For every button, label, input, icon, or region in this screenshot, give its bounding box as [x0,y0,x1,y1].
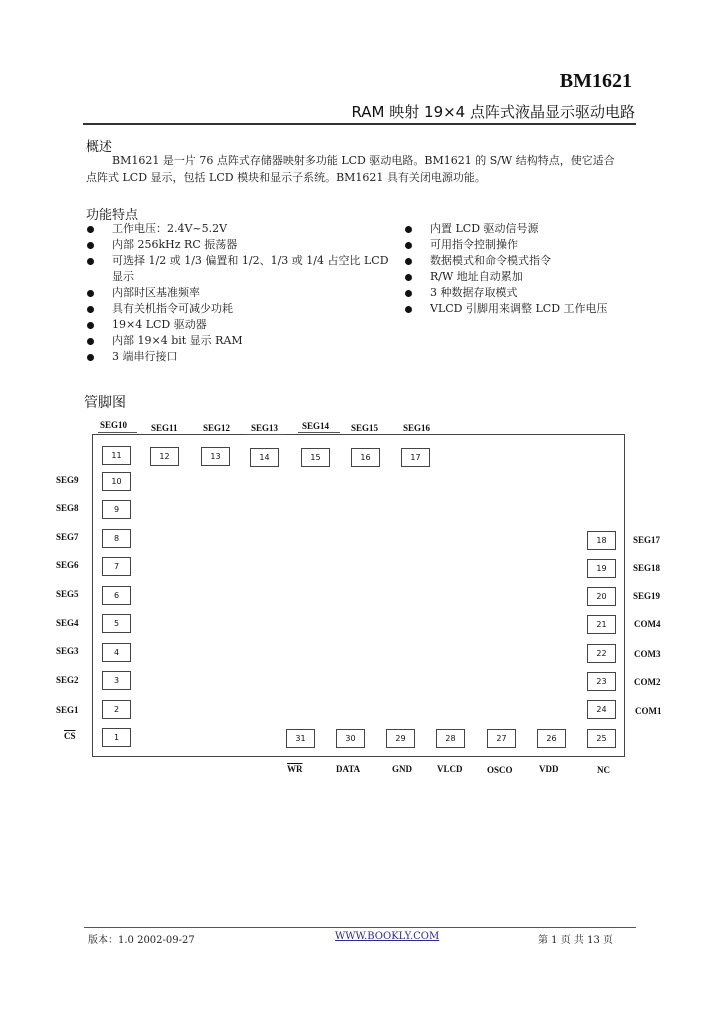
bullet-icon [87,322,94,329]
footer-version: 版本：1.0 2002-09-27 [88,935,195,946]
overview-line-1: BM1621 是一片 76 点阵式存储器映射多功能 LCD 驱动电路。BM1621 的 S/W 结构特点，使它适合 [112,154,615,167]
pin-label-seg13: SEG13 [251,423,279,433]
pin-label-seg11: SEG11 [151,423,178,433]
pin-13: 13 [201,447,230,466]
pin-30: 30 [336,729,365,748]
overview-heading: 概述 [86,140,113,155]
feature-left-2: 内部 256kHz RC 振荡器 [112,238,238,251]
pin-label-seg19: SEG19 [633,591,661,601]
feature-right-3: 数据模式和命令模式指令 [430,254,551,267]
pin-label-data: DATA [336,764,361,774]
pin-4: 4 [102,643,131,662]
feature-left-7: 内部 19×4 bit 显示 RAM [112,334,243,347]
pin-5: 5 [102,614,131,633]
footer-rule [84,927,636,928]
pin-label-wr: $\overline{WR}$ [287,764,303,774]
pin-label-seg7: SEG7 [56,532,79,542]
pin-label-com3: COM3 [634,649,661,659]
pin-label-nc: NC [597,765,610,775]
bullet-icon [87,290,94,297]
pin-29: 29 [386,729,415,748]
pin-label-seg16: SEG16 [403,423,431,433]
pin-24: 24 [587,700,616,719]
pin-label-seg14: SEG14 [302,421,330,431]
footer-page-number: 第 1 页 共 13 页 [538,935,613,946]
chip-package-outline [92,434,625,757]
bullet-icon [87,226,94,233]
bullet-icon [87,306,94,313]
pin-10: 10 [102,472,131,491]
pin-8: 8 [102,529,131,548]
pinout-heading: 管脚图 [84,395,126,411]
pin-label-seg5: SEG5 [56,589,79,599]
feature-left-1: 工作电压：2.4V~5.2V [112,222,228,235]
pin-label-seg1: SEG1 [56,705,79,715]
feature-right-6: VLCD 引脚用来调整 LCD 工作电压 [430,302,608,315]
feature-left-5: 具有关机指令可减少功耗 [112,302,233,315]
feature-right-2: 可用指令控制操作 [430,238,518,251]
pin-label-gnd: GND [392,764,412,774]
pin-label-seg15: SEG15 [351,423,379,433]
pin-19: 19 [587,559,616,578]
pin-11: 11 [102,446,131,465]
bullet-icon [405,258,412,265]
pin-1: 1 [102,728,131,747]
bullet-icon [405,242,412,249]
pin-27: 27 [487,729,516,748]
pin-label-seg12: SEG12 [203,423,231,433]
top-label-underline [246,434,285,435]
feature-left-8: 3 端串行接口 [112,350,178,363]
pin-label-seg6: SEG6 [56,560,79,570]
header-rule [83,123,636,125]
pin-label-seg9: SEG9 [56,475,79,485]
pin-2: 2 [102,700,131,719]
pin-label-com2: COM2 [634,677,661,687]
bullet-icon [87,242,94,249]
pin-23: 23 [587,672,616,691]
pin-14: 14 [250,448,279,467]
pin-6: 6 [102,586,131,605]
chip-name: BM1621 [559,70,632,92]
bullet-icon [405,226,412,233]
pin-label-seg2: SEG2 [56,675,79,685]
pin-26: 26 [537,729,566,748]
pin-label-vlcd: VLCD [437,764,463,774]
feature-left-4: 内部时区基准频率 [112,286,200,299]
pin-18: 18 [587,531,616,550]
pin-25: 25 [587,729,616,748]
bullet-icon [87,258,94,265]
pin-9: 9 [102,500,131,519]
bullet-icon [87,338,94,345]
pin-label-seg4: SEG4 [56,618,79,628]
feature-right-4: R/W 地址自动累加 [430,270,523,283]
pin-label-cs: $\overline{CS}$ [64,731,76,741]
feature-right-1: 内置 LCD 驱动信号源 [430,222,539,235]
pin-21: 21 [587,615,616,634]
footer-url-link[interactable]: WWW.BOOKLY.COM [335,931,440,942]
pin-label-osco: OSCO [487,765,513,775]
feature-left-3: 可选择 1/2 或 1/3 偏置和 1/2、1/3 或 1/4 占空比 LCD [112,254,389,267]
pin-22: 22 [587,644,616,663]
features-heading: 功能特点 [86,208,139,223]
bullet-icon [405,290,412,297]
pin-label-com4: COM4 [634,619,661,629]
document-subtitle: RAM 映射 19×4 点阵式液晶显示驱动电路 [351,103,635,121]
pin-label-com1: COM1 [635,706,662,716]
pin-label-vdd: VDD [539,764,559,774]
bullet-icon [87,354,94,361]
pin-label-seg10: SEG10 [100,420,128,430]
pin-20: 20 [587,587,616,606]
feature-left-6: 19×4 LCD 驱动器 [112,318,207,331]
pin-7: 7 [102,557,131,576]
pin-label-seg8: SEG8 [56,503,79,513]
pin-label-seg17: SEG17 [633,535,661,545]
pin-17: 17 [401,448,430,467]
pin-12: 12 [150,447,179,466]
pin-16: 16 [351,448,380,467]
feature-left-3-continued: 显示 [112,270,134,283]
overview-line-2: 点阵式 LCD 显示，包括 LCD 模块和显示子系统。BM1621 具有关闭电源功能。 [86,171,486,184]
pin-label-seg3: SEG3 [56,646,79,656]
bullet-icon [405,274,412,281]
pin-28: 28 [436,729,465,748]
feature-right-5: 3 种数据存取模式 [430,286,518,299]
top-label-underline [298,432,340,433]
pin-15: 15 [301,448,330,467]
pin-label-seg18: SEG18 [633,563,661,573]
bullet-icon [405,306,412,313]
pin-31: 31 [286,729,315,748]
top-label-underline [98,432,137,433]
pin-3: 3 [102,671,131,690]
